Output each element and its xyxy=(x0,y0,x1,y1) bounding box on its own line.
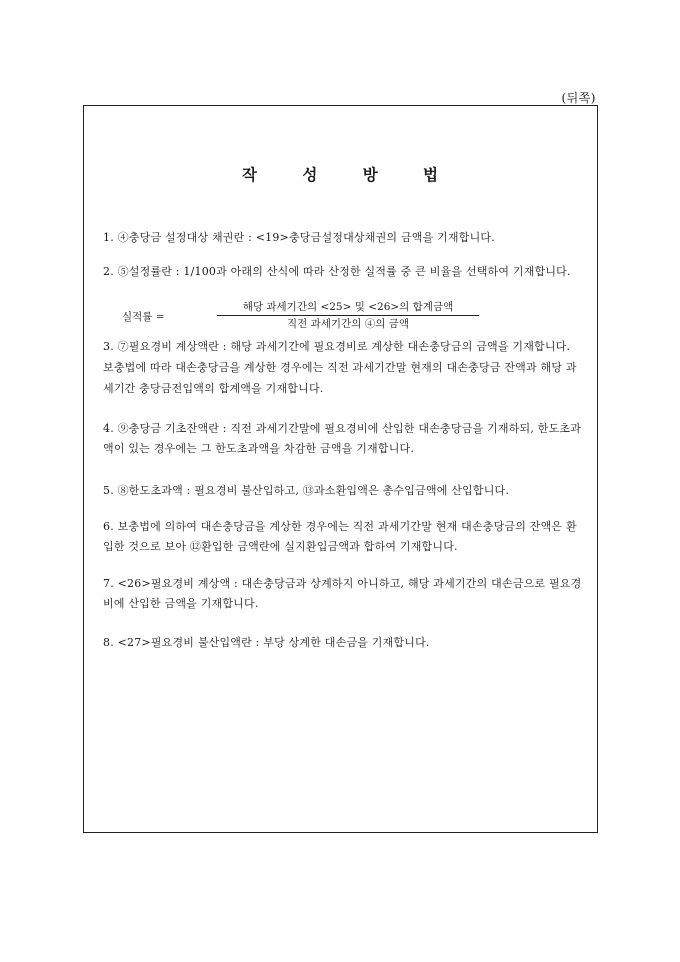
instruction-item-3: 3. ⑦필요경비 계상액란 : 해당 과세기간에 필요경비로 계상한 대손충당금의 금액을 기재합니다. 보충법에 따라 대손충당금을 계상한 경우에는 직전 과세기간말 현재의 대손충당금 잔액과 해당 과세기간 충당금전입액의 합계액을 기재합니다. xyxy=(103,340,577,395)
instruction-item-2: 2. ⑤설정률란 : 1/100과 아래의 산식에 따라 산정한 실적률 중 큰 비율을 선택하여 기재합니다. xyxy=(103,265,571,278)
formula-fraction xyxy=(217,300,479,331)
instruction-item-4: 4. ⑨충당금 기초잔액란 : 직전 과세기간말에 필요경비에 산입한 대손충당금을 기재하되, 한도초과액이 있는 경우에는 그 한도초과액을 차감한 금액을 기재합니다. xyxy=(103,422,582,455)
formula-lhs: 실적률 = xyxy=(122,311,165,323)
instruction-item-8: 8. <27>필요경비 불산입액란 : 부당 상계한 대손금을 기재합니다. xyxy=(103,636,430,649)
page-side-label: (뒤쪽) xyxy=(561,91,596,105)
document-title: 작 성 방 법 xyxy=(241,165,459,184)
formula-numerator: 해당 과세기간의 <25> 및 <26>의 합계금액 xyxy=(242,301,454,313)
formula-denominator: 직전 과세기간의 ④의 금액 xyxy=(287,318,409,330)
document-frame xyxy=(83,105,598,833)
instruction-item-7: 7. <26>필요경비 계상액 : 대손충당금과 상계하지 아니하고, 해당 과세기간의 대손금으로 필요경비에 산입한 금액을 기재합니다. xyxy=(103,577,582,610)
instruction-item-1: 1. ④충당금 설정대상 채권란 : <19>충당금설정대상채권의 금액을 기재합니다. xyxy=(103,231,495,244)
instruction-item-5: 5. ⑧한도초과액 : 필요경비 불산입하고, ⑬과소환입액은 총수입금액에 산입합니다. xyxy=(103,484,510,497)
instruction-item-6: 6. 보충법에 의하여 대손충당금을 계상한 경우에는 직전 과세기간말 현재 대손충당금의 잔액은 환입한 것으로 보아 ⑫환입한 금액란에 실지환입금액과 합하여 기재합니다. xyxy=(103,520,577,553)
performance-rate-formula xyxy=(122,300,522,334)
